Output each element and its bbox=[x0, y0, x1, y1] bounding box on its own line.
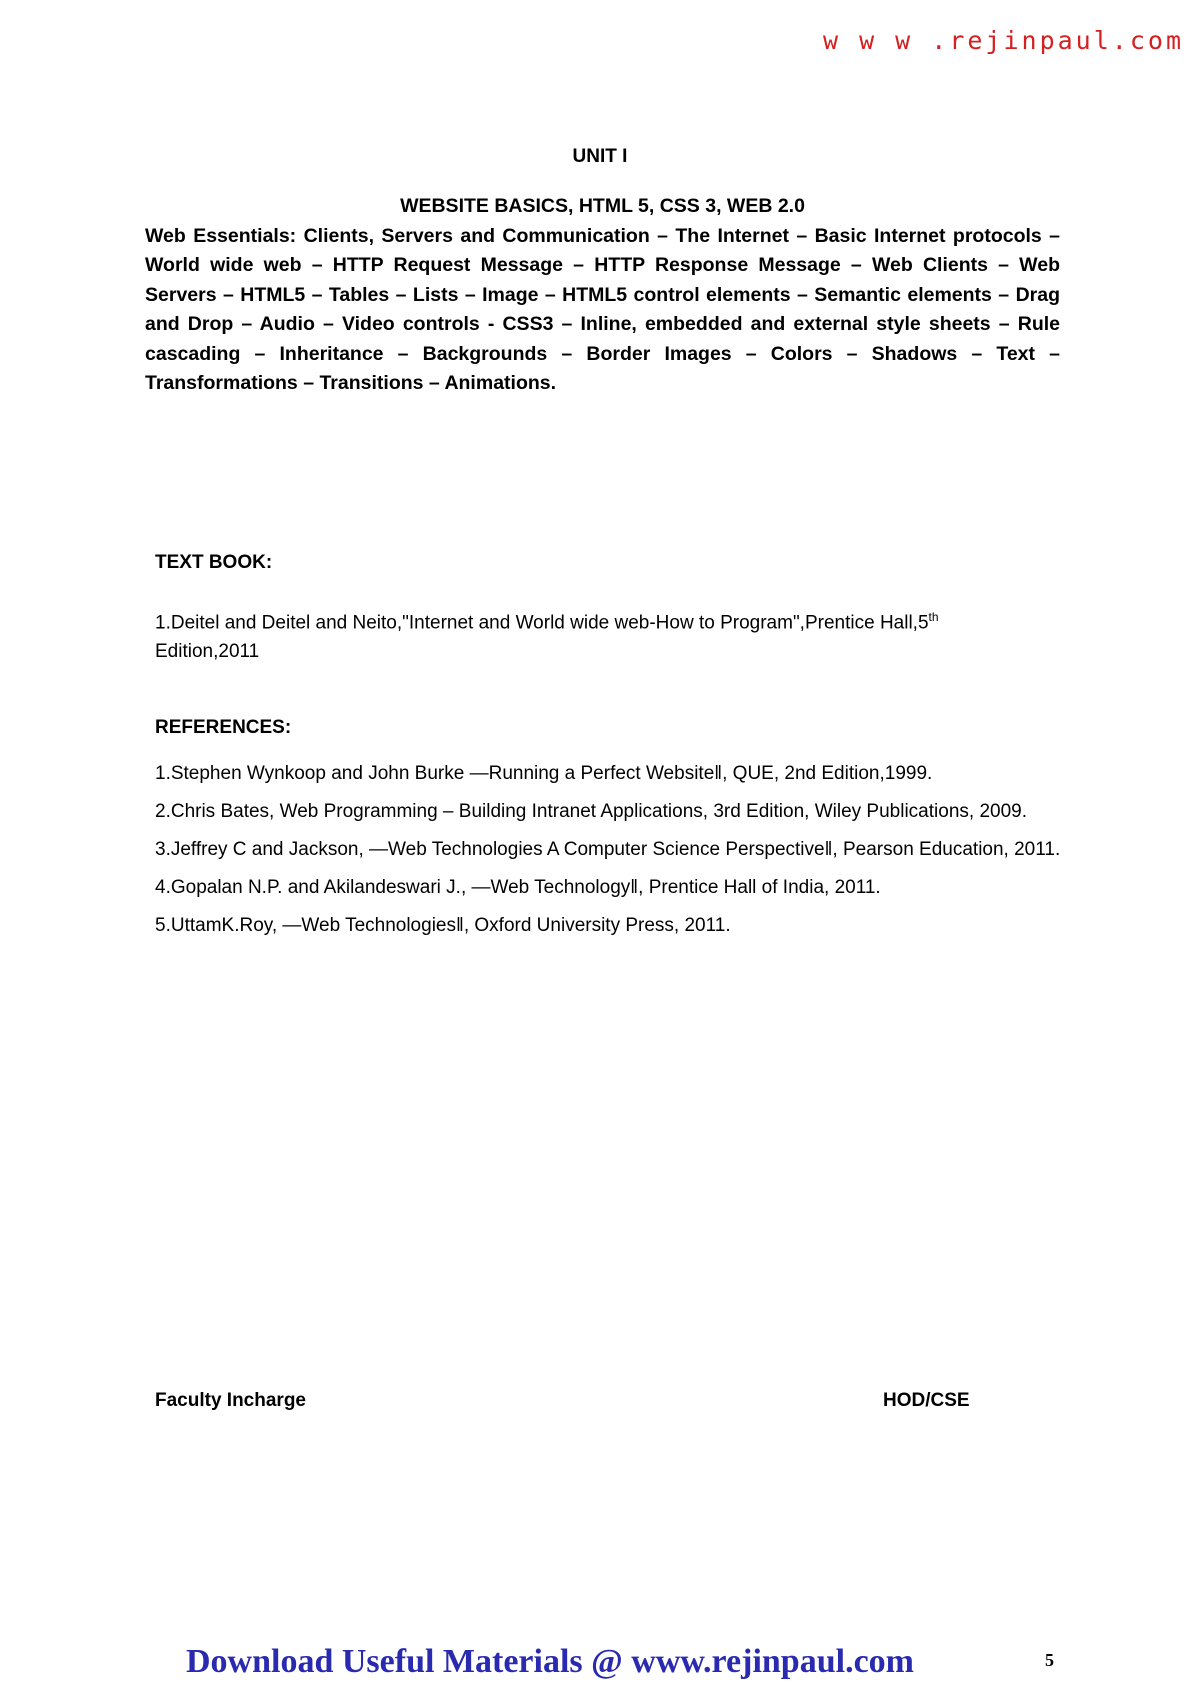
reference-item: 1.Stephen Wynkoop and John Burke ―Running a Perfect Website‖, QUE, 2nd Edition,1999. bbox=[155, 763, 933, 784]
references-heading: REFERENCES: bbox=[155, 717, 292, 738]
signature-hod: HOD/CSE bbox=[883, 1390, 970, 1411]
watermark-url: w w w .rejinpaul.com bbox=[822, 26, 1184, 55]
syllabus-block bbox=[145, 192, 1060, 399]
syllabus-topics: Web Essentials: Clients, Servers and Communication – The Internet – Basic Internet protocols – World wide web – HTTP Request Message – HTTP Response Message – Web Clients – Web Servers – HTML5 – Tables – Lists – Image – HTML5 control elements – Semantic elements – Drag and Drop – Audio – Video controls - CSS3 – Inline, embedded and external style sheets – Rule cascading – Inheritance – Backgrounds – Border Images – Colors – Shadows – Text – Transformations – Transitions – Animations. bbox=[145, 224, 1060, 394]
reference-item: 4.Gopalan N.P. and Akilandeswari J., ―Web Technology‖, Prentice Hall of India, 2011. bbox=[155, 877, 881, 898]
reference-item: 5.UttamK.Roy, ―Web Technologies‖, Oxford University Press, 2011. bbox=[155, 915, 731, 936]
unit-title: UNIT I bbox=[572, 146, 628, 167]
signature-faculty-incharge: Faculty Incharge bbox=[155, 1390, 306, 1411]
textbook-heading: TEXT BOOK: bbox=[155, 552, 273, 573]
syllabus-heading: WEBSITE BASICS, HTML 5, CSS 3, WEB 2.0 bbox=[400, 195, 805, 217]
footer-download-banner: Download Useful Materials @ www.rejinpaul.com bbox=[186, 1643, 914, 1680]
references-list bbox=[155, 755, 1070, 945]
textbook-entry bbox=[155, 603, 1070, 666]
page-number: 5 bbox=[1045, 1650, 1054, 1670]
textbook-entry-superscript: th bbox=[928, 610, 939, 624]
reference-item: 2.Chris Bates, Web Programming – Building Intranet Applications, 3rd Edition, Wiley Publications, 2009. bbox=[155, 801, 1027, 822]
textbook-entry-tail: Edition,2011 bbox=[155, 641, 260, 663]
textbook-entry-main: 1.Deitel and Deitel and Neito,"Internet and World wide web-How to Program",Prentice Hall,5 bbox=[155, 612, 929, 634]
reference-item: 3.Jeffrey C and Jackson, ―Web Technologies A Computer Science Perspective‖, Pearson Education, 2011. bbox=[155, 839, 1061, 860]
